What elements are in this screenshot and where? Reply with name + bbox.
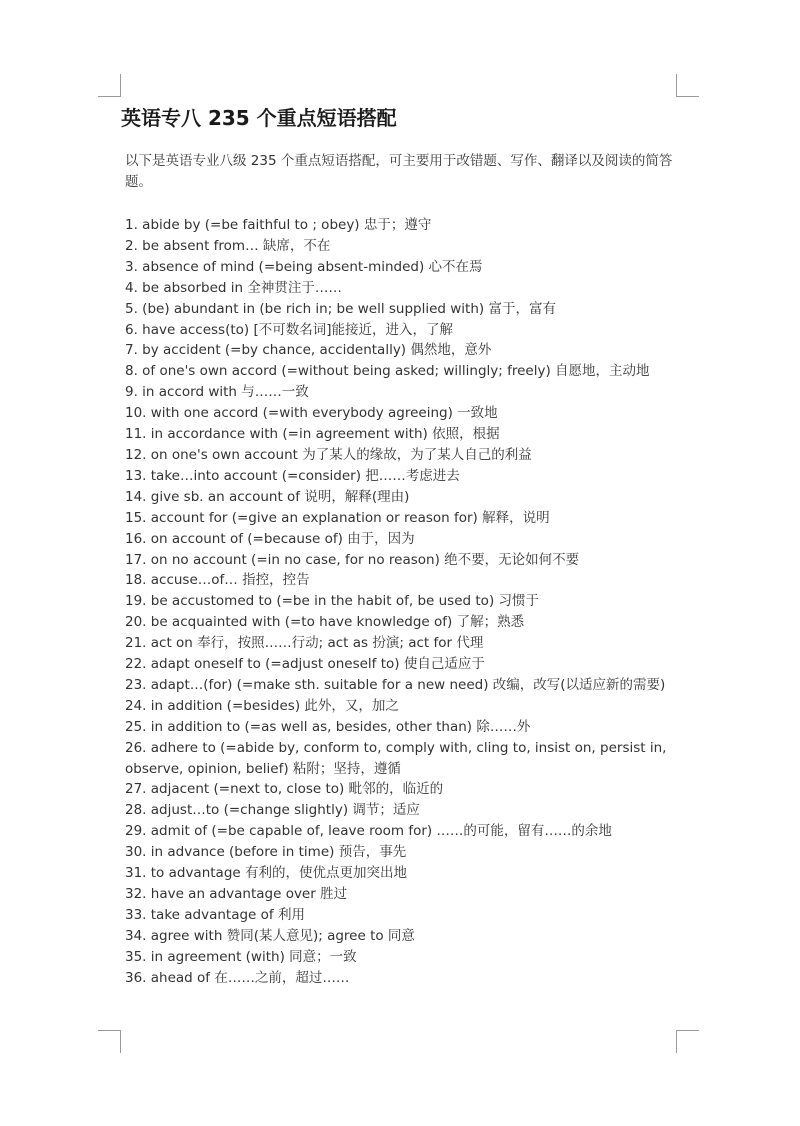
phrase-item: 33. take advantage of 利用 bbox=[125, 906, 305, 923]
intro-paragraph: 以下是英语专业八级 235 个重点短语搭配，可主要用于改错题、写作、翻译以及阅读的简答题。 bbox=[125, 153, 673, 190]
phrase-item: 1. abide by (=be faithful to ; obey) 忠于；遵守 bbox=[125, 217, 432, 233]
phrase-item: 6. have access(to) [不可数名词]能接近，进入，了解 bbox=[125, 321, 453, 338]
phrase-item: 26. adhere to (=abide by, conform to, comply with, cling to, insist on, persist in, observe, opinion, belief) 粘附；坚持，遵循 bbox=[125, 739, 667, 777]
phrase-list bbox=[125, 215, 675, 989]
phrase-item: 16. on account of (=because of) 由于，因为 bbox=[125, 530, 415, 547]
document-title: 英语专八 235 个重点短语搭配 bbox=[121, 106, 397, 130]
phrase-item: 2. be absent from… 缺席，不在 bbox=[125, 237, 331, 254]
phrase-item: 31. to advantage 有利的，使优点更加突出地 bbox=[125, 865, 407, 882]
phrase-item: 23. adapt…(for) (=make sth. suitable for a new need) 改编，改写(以适应新的需要) bbox=[125, 676, 666, 693]
phrase-item: 3. absence of mind (=being absent-minded) 心不在焉 bbox=[125, 258, 483, 275]
crop-mark-top-left bbox=[98, 74, 121, 97]
phrase-item: 15. account for (=give an explanation or reason for) 解释，说明 bbox=[125, 509, 550, 526]
phrase-item: 34. agree with 赞同(某人意见); agree to 同意 bbox=[125, 927, 415, 944]
phrase-item: 4. be absorbed in 全神贯注于…… bbox=[125, 279, 342, 296]
phrase-item: 20. be acquainted with (=to have knowledge of) 了解；熟悉 bbox=[125, 614, 525, 631]
phrase-item: 9. in accord with 与……一致 bbox=[125, 384, 309, 401]
phrase-item: 25. in addition to (=as well as, besides, other than) 除……外 bbox=[125, 718, 531, 735]
phrase-item: 13. take…into account (=consider) 把……考虑进去 bbox=[125, 467, 460, 484]
phrase-item: 18. accuse…of… 指控，控告 bbox=[125, 572, 310, 589]
phrase-item: 14. give sb. an account of 说明，解释(理由) bbox=[125, 488, 410, 505]
crop-mark-bottom-right bbox=[676, 1030, 699, 1053]
phrase-item: 5. (be) abundant in (be rich in; be well supplied with) 富于，富有 bbox=[125, 300, 556, 317]
phrase-item: 24. in addition (=besides) 此外，又，加之 bbox=[125, 697, 399, 714]
phrase-item: 8. of one's own accord (=without being asked; willingly; freely) 自愿地，主动地 bbox=[125, 363, 650, 380]
phrase-item: 21. act on 奉行，按照……行动; act as 扮演; act for 代理 bbox=[125, 635, 484, 652]
phrase-item: 30. in advance (before in time) 预告，事先 bbox=[125, 844, 407, 861]
phrase-item: 17. on no account (=in no case, for no reason) 绝不要，无论如何不要 bbox=[125, 551, 580, 568]
phrase-item: 28. adjust…to (=change slightly) 调节；适应 bbox=[125, 802, 420, 819]
phrase-item: 22. adapt oneself to (=adjust oneself to) 使自己适应于 bbox=[125, 656, 485, 673]
phrase-item: 11. in accordance with (=in agreement with) 依照，根据 bbox=[125, 426, 500, 443]
phrase-item: 27. adjacent (=next to, close to) 毗邻的，临近的 bbox=[125, 781, 444, 798]
phrase-item: 19. be accustomed to (=be in the habit of, be used to) 习惯于 bbox=[125, 593, 539, 610]
crop-mark-bottom-left bbox=[98, 1030, 121, 1053]
crop-mark-top-right bbox=[676, 74, 699, 97]
phrase-item: 7. by accident (=by chance, accidentally) 偶然地，意外 bbox=[125, 342, 492, 359]
phrase-item: 29. admit of (=be capable of, leave room for) ……的可能，留有……的余地 bbox=[125, 823, 612, 840]
phrase-item: 35. in agreement (with) 同意；一致 bbox=[125, 948, 357, 965]
phrase-item: 12. on one's own account 为了某人的缘故，为了某人自己的利益 bbox=[125, 446, 532, 463]
phrase-item: 32. have an advantage over 胜过 bbox=[125, 886, 348, 902]
phrase-item: 10. with one accord (=with everybody agreeing) 一致地 bbox=[125, 405, 498, 422]
phrase-item: 36. ahead of 在……之前，超过…… bbox=[125, 969, 350, 986]
